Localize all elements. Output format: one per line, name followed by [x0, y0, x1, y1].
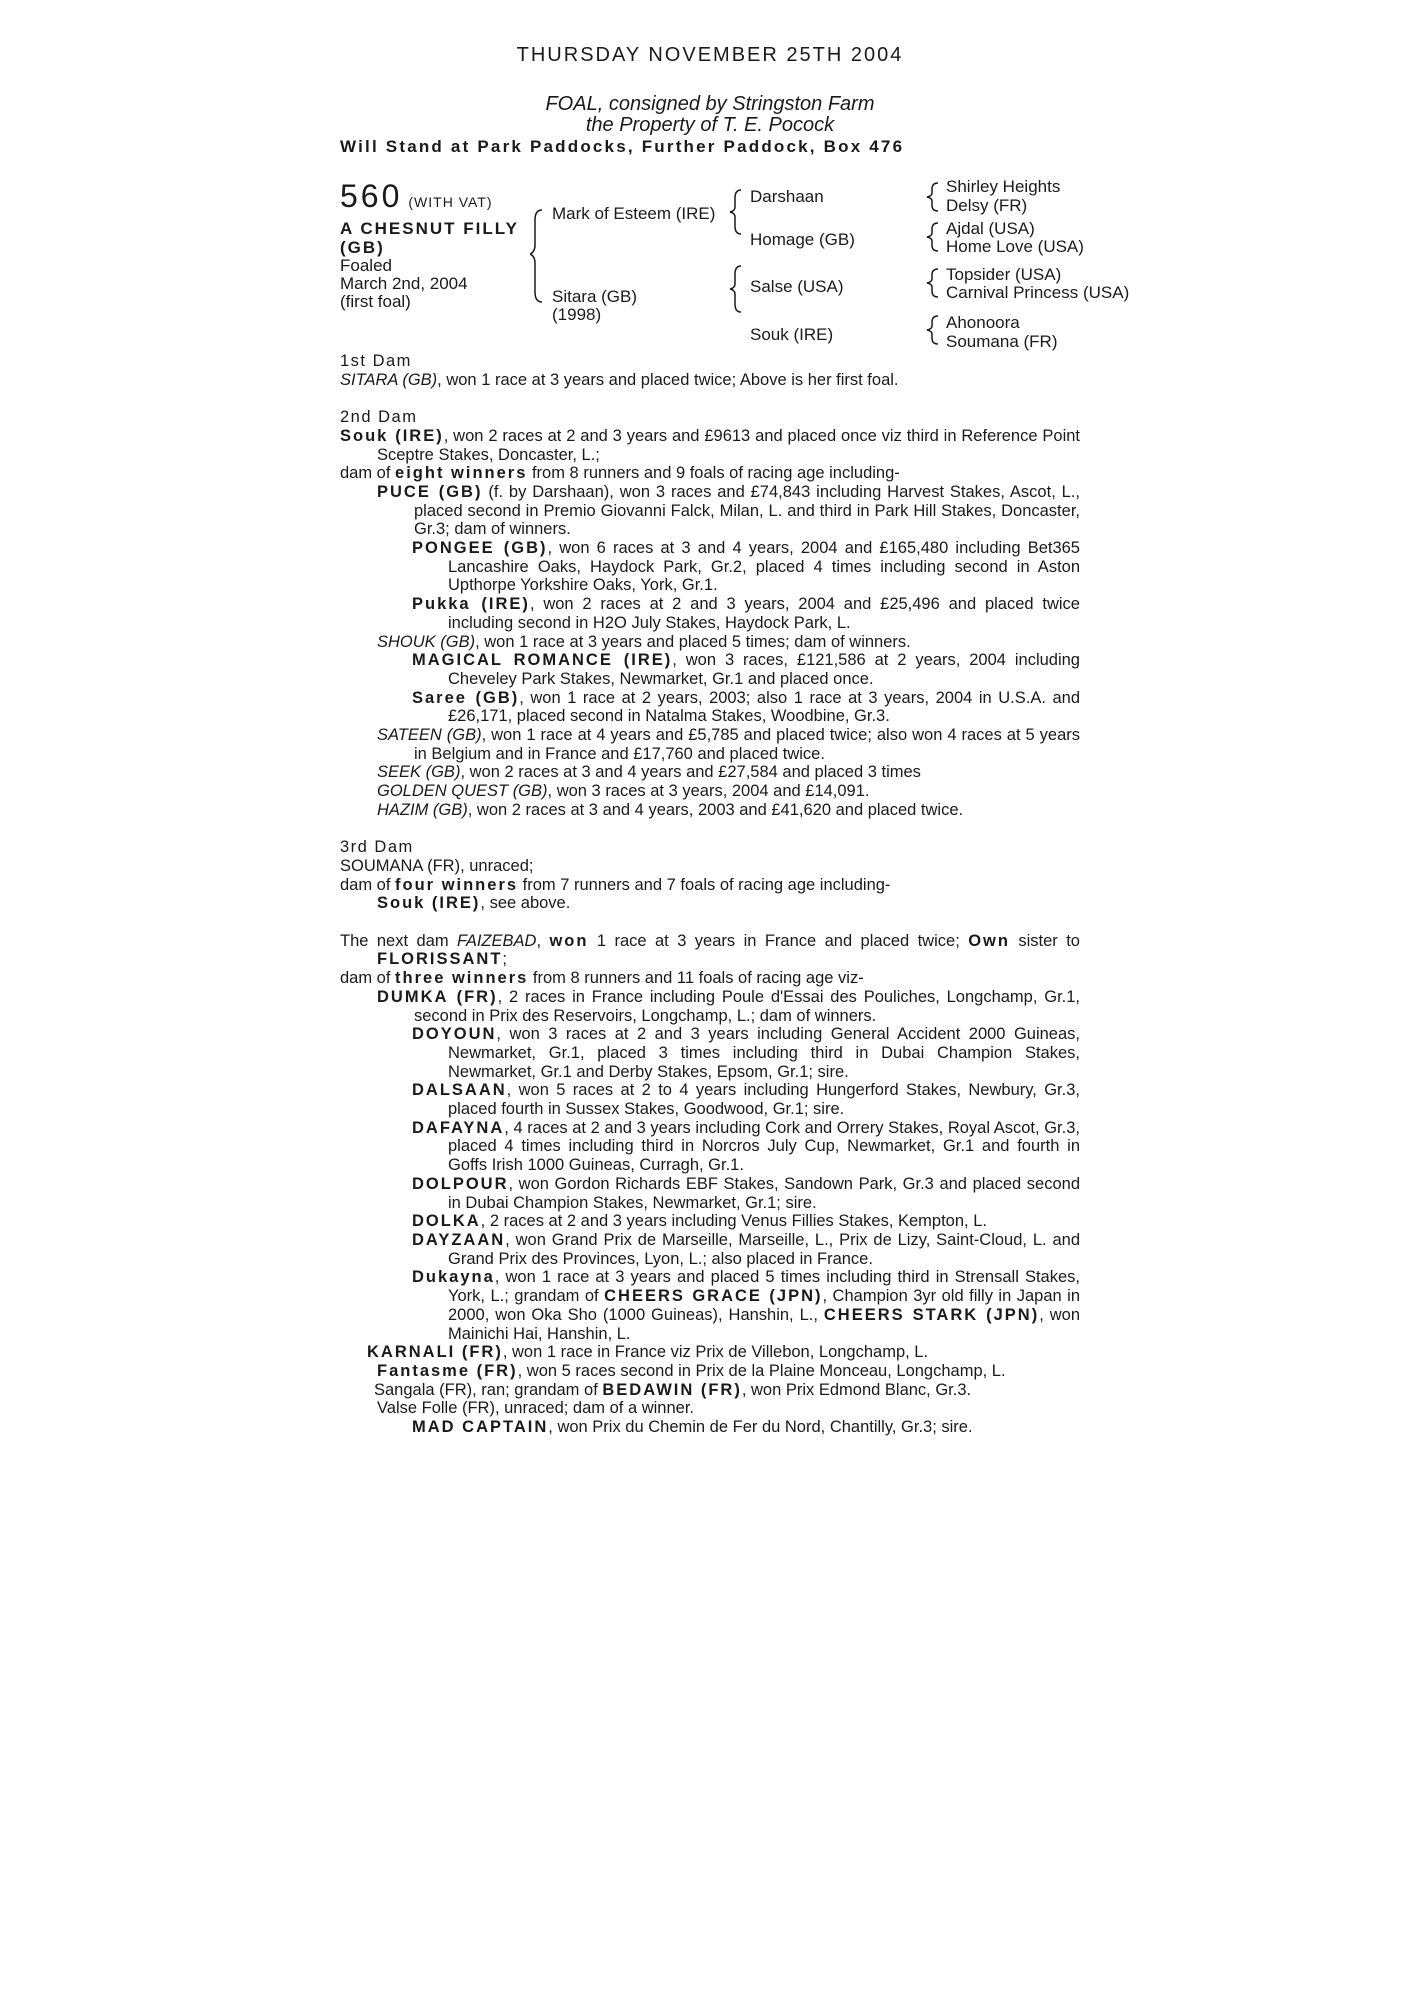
produce-entry [340, 894, 1080, 913]
horse-name: DAYZAAN [412, 1231, 506, 1249]
foal-date: March 2nd, 2004 [340, 274, 468, 293]
produce-entry [340, 1025, 1080, 1081]
third-dam-heading: 3rd Dam [340, 838, 414, 857]
horse-name: BEDAWIN (FR) [602, 1380, 742, 1399]
horse-name: DUMKA (FR) [377, 987, 498, 1006]
pedigree-ddd: Soumana (FR) [946, 332, 1058, 351]
produce-entry [340, 1119, 1080, 1175]
horse-name: PONGEE (GB) [412, 539, 548, 558]
foaled-label: Foaled [340, 256, 392, 275]
horse-name: DAFAYNA [412, 1118, 505, 1137]
second-dam-text: , won 2 races at 2 and 3 years and £9613 and placed once viz third in Reference Point Sceptre Stakes, Doncaster, L.; [377, 426, 1080, 464]
horse-name: MAD CAPTAIN [412, 1418, 549, 1437]
produce-entry [340, 1212, 1080, 1231]
dam-of-label: dam of [340, 875, 396, 894]
next-dam-intro: The next dam [340, 931, 457, 950]
horse-name: SATEEN (GB) [377, 726, 482, 745]
produce-entry [340, 483, 1080, 539]
horse-record: , won Grand Prix de Marseille, Marseille, L., Prix de Lizy, Saint-Cloud, L. and Grand Prix des Provinces, Lyon, L.; also placed in France. [448, 1231, 1080, 1268]
horse-record: , see above. [480, 894, 571, 913]
first-dam-text: , won 1 race at 3 years and placed twice; Above is her first foal. [437, 370, 899, 389]
horse-record: , won 3 races at 3 years, 2004 and £14,091. [547, 782, 870, 801]
horse-record: , 2 races in France including Poule d'Essai des Pouliches, Longchamp, Gr.1, second in Prix des Reservoirs, Longchamp, L.; dam of winners. [414, 987, 1081, 1025]
text-fragment: , [536, 931, 550, 950]
horse-record: , won Mainichi Hai, Hanshin, L. [448, 1305, 1080, 1343]
horse-record: , won Prix Edmond Blanc, Gr.3. [741, 1380, 972, 1399]
winners-count: four winners [395, 875, 519, 894]
text-fragment: ; [502, 950, 508, 969]
horse-record: , won 5 races at 2 to 4 years including Hungerford Stakes, Newbury, Gr.3, placed fourth in Sussex Stakes, Goodwood, Gr.1; sire. [448, 1081, 1080, 1119]
pedigree-sds: Ajdal (USA) [946, 219, 1035, 238]
produce-entry: Valse Folle (FR), unraced; dam of a winner. [377, 1399, 694, 1418]
dam-name: Sitara (GB) [552, 287, 638, 306]
third-dam-entry: SOUMANA (FR), unraced; [340, 856, 534, 875]
next-dam-produce [340, 969, 1080, 988]
second-dam-heading: 2nd Dam [340, 408, 418, 427]
stabling-location: Will Stand at Park Paddocks, Further Paddock, Box 476 [340, 137, 905, 156]
pedigree-dam [552, 288, 637, 324]
horse-name: Pukka (IRE) [412, 595, 530, 614]
third-dam-produce [340, 876, 1080, 895]
horse-name: MAGICAL ROMANCE (IRE) [412, 651, 673, 670]
horse-record: , won 2 races at 3 and 4 years and £27,584 and placed 3 times [460, 763, 921, 782]
runners-count: from 8 runners and 9 foals of racing age including- [527, 464, 900, 483]
produce-entry [340, 633, 1080, 652]
produce-entry [340, 595, 1080, 632]
text-fragment: 1 race at 3 years in France and placed twice; [588, 931, 969, 950]
produce-entry [340, 1362, 1080, 1381]
horse-name: Dukayna [412, 1268, 495, 1287]
horse-name: SHOUK (GB) [377, 632, 476, 651]
pedigree-dam-sire: Salse (USA) [750, 277, 844, 296]
horse-record: , won 3 races, £121,586 at 2 years, 2004 including Cheveley Park Stakes, Newmarket, Gr.1 and placed once. [448, 651, 1080, 688]
next-dam-name: FAIZEBAD [456, 931, 537, 950]
produce-entry [340, 763, 1080, 782]
lot-info [340, 178, 540, 311]
text-fragment: sister to [1009, 931, 1080, 950]
horse-record: Sangala (FR), ran; grandam of [374, 1380, 603, 1399]
horse-name: SEEK (GB) [377, 763, 461, 782]
horse-record: , won 3 races at 2 and 3 years including General Accident 2000 Guineas, Newmarket, Gr.1, placed 3 times including third in Dubai Champion Stakes, Newmarket, Gr.1 and Derby Stakes, Epsom, Gr.1; sire. [448, 1025, 1080, 1081]
horse-record: , won 1 race at 2 years, 2003; also 1 race at 3 years, 2004 in U.S.A. and £26,171, placed second in Natalma Stakes, Woodbine, Gr.3. [448, 688, 1081, 726]
pedigree-sire-sire: Darshaan [750, 187, 824, 206]
horse-record: (f. by Darshaan), won 3 races and £74,843 including Harvest Stakes, Ascot, L., placed second in Premio Giovanni Falck, Milan, L. and third in Park Hill Stakes, Doncaster, Gr.3; dam of winners. [414, 482, 1081, 539]
horse-name: GOLDEN QUEST (GB) [377, 782, 548, 801]
produce-record [340, 352, 1080, 1437]
lot-description: A CHESNUT FILLY (GB) [340, 219, 519, 257]
consignor-block [340, 94, 1080, 136]
horse-name: FLORISSANT [377, 950, 503, 969]
dam-year: (1998) [552, 305, 602, 324]
second-dam-produce [340, 464, 1080, 483]
runners-count: from 8 runners and 11 foals of racing age viz- [528, 969, 864, 988]
horse-record: , won 1 race at 3 years and placed 5 times including third in Strensall Stakes, York, L.; grandam of [448, 1268, 1080, 1306]
text-fragment: Own [968, 931, 1010, 950]
pedigree-dsd: Carnival Princess (USA) [946, 283, 1130, 302]
produce-entry [340, 651, 1080, 688]
winners-count: eight winners [395, 464, 528, 483]
first-dam-heading: 1st Dam [340, 352, 412, 370]
lot-number: 560 [340, 178, 403, 214]
horse-name: PUCE (GB) [377, 482, 483, 501]
produce-entry [340, 1343, 1080, 1362]
sale-date: THURSDAY NOVEMBER 25TH 2004 [516, 44, 904, 66]
first-dam-name: SITARA (GB) [340, 370, 438, 389]
first-foal-note: (first foal) [340, 292, 411, 311]
produce-entry [340, 988, 1080, 1025]
pedigree-sire: Mark of Esteem (IRE) [552, 204, 716, 223]
dam-of-label: dam of [340, 464, 396, 483]
text-fragment: won [549, 931, 589, 950]
produce-entry [340, 1081, 1080, 1118]
horse-name: KARNALI (FR) [367, 1343, 503, 1362]
produce-entry [340, 1231, 1080, 1268]
horse-name: DOLKA [412, 1212, 481, 1231]
horse-name: DALSAAN [412, 1081, 507, 1100]
pedigree-sdd: Home Love (USA) [946, 237, 1084, 256]
produce-entry [340, 1381, 1080, 1400]
horse-name: Fantasme (FR) [377, 1361, 518, 1380]
horse-record: , 4 races at 2 and 3 years including Cork and Orrery Stakes, Royal Ascot, Gr.3, placed 4 times including third in Norcros July Cup, Newmarket, Gr.1 and fourth in Goffs Irish 1000 Guineas, Curragh, Gr.1. [448, 1118, 1080, 1175]
horse-name: DOYOUN [412, 1025, 497, 1044]
second-dam-entry [340, 427, 1080, 464]
consignor-line: FOAL, consigned by Stringston Farm [545, 93, 875, 115]
produce-entry [340, 689, 1080, 726]
horse-record: , won 1 race in France viz Prix de Villebon, Longchamp, L. [502, 1343, 929, 1362]
produce-entry [340, 782, 1080, 801]
pedigree-dam-dam: Souk (IRE) [750, 325, 834, 344]
horse-name: Saree (GB) [412, 688, 520, 707]
produce-entry [340, 726, 1080, 763]
horse-record: , won Gordon Richards EBF Stakes, Sandown Park, Gr.3 and placed second in Dubai Champion Stakes, Newmarket, Gr.1; sire. [448, 1174, 1080, 1212]
produce-entry [340, 1268, 1080, 1343]
produce-entry [340, 539, 1080, 595]
pedigree-dds: Ahonoora [946, 313, 1020, 332]
horse-record: , won 1 race at 4 years and £5,785 and placed twice; also won 4 races at 5 years in Belgium and in France and £17,760 and placed twice. [414, 726, 1080, 763]
horse-name: CHEERS STARK (JPN) [823, 1305, 1040, 1324]
horse-name: HAZIM (GB) [377, 800, 468, 819]
horse-record: , won Prix du Chemin de Fer du Nord, Chantilly, Gr.3; sire. [548, 1418, 973, 1437]
pedigree-sss: Shirley Heights [946, 177, 1061, 196]
second-dam-name: Souk (IRE) [340, 426, 444, 445]
pedigree-dss: Topsider (USA) [946, 265, 1062, 284]
horse-record: , won 5 races second in Prix de la Plaine Monceau, Longchamp, L. [517, 1361, 1006, 1380]
pedigree-sire-dam: Homage (GB) [750, 230, 855, 249]
horse-record: , won 6 races at 3 and 4 years, 2004 and £165,480 including Bet365 Lancashire Oaks, Haydock Park, Gr.2, placed 4 times including second in Aston Upthorpe Yorkshire Oaks, York, Gr.1. [448, 539, 1080, 595]
horse-record: , Champion 3yr old filly in Japan in 2000, won Oka Sho (1000 Guineas), Hanshin, L., [448, 1287, 1081, 1324]
horse-record: , won 2 races at 3 and 4 years, 2003 and £41,620 and placed twice. [467, 800, 964, 819]
dam-of-label: dam of [340, 969, 396, 988]
produce-entry [340, 1418, 1080, 1437]
next-dam-entry [340, 932, 1080, 969]
horse-name: CHEERS GRACE (JPN) [604, 1287, 823, 1306]
runners-count: from 7 runners and 7 foals of racing age including- [518, 875, 891, 894]
horse-record: , won 1 race at 3 years and placed 5 times; dam of winners. [475, 632, 911, 651]
property-line: the Property of T. E. Pocock [585, 114, 835, 136]
first-dam-entry [340, 371, 1080, 390]
vat-note: (WITH VAT) [408, 194, 493, 210]
horse-name: DOLPOUR [412, 1174, 509, 1193]
produce-entry [340, 1175, 1080, 1212]
horse-name: Souk (IRE) [377, 894, 481, 913]
horse-record: , won 2 races at 2 and 3 years, 2004 and £25,496 and placed twice including second in H2O July Stakes, Haydock Park, L. [448, 595, 1080, 632]
horse-record: , 2 races at 2 and 3 years including Venus Fillies Stakes, Kempton, L. [480, 1212, 987, 1231]
winners-count: three winners [395, 969, 529, 988]
pedigree-ssd: Delsy (FR) [946, 196, 1028, 215]
produce-entry [340, 801, 1080, 820]
